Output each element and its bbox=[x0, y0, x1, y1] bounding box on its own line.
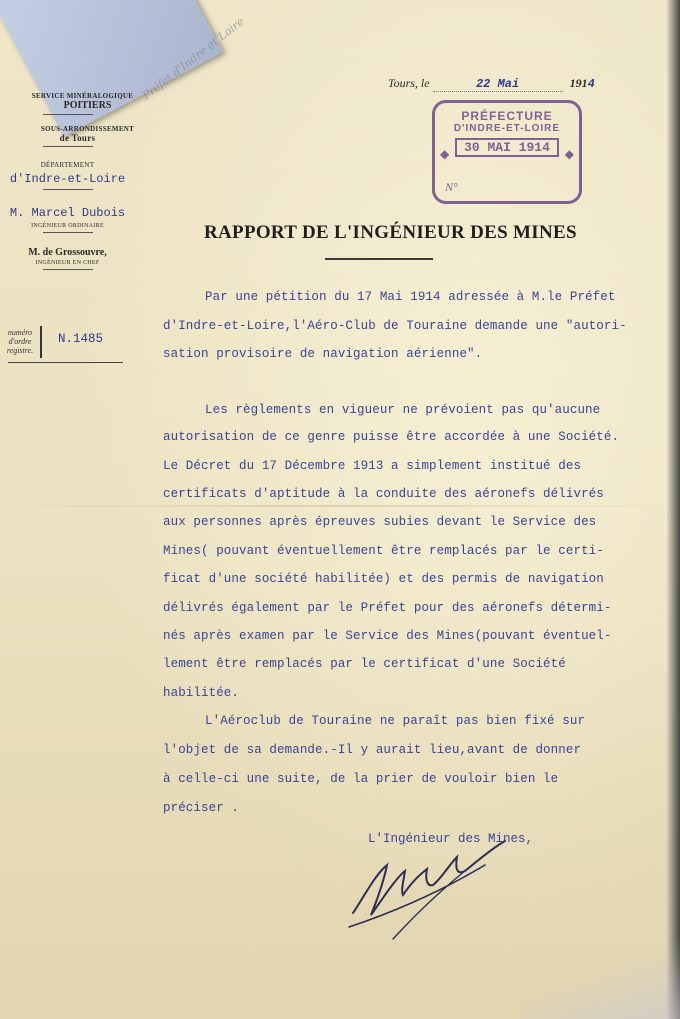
letterhead-departement-label: DÉPARTEMENT bbox=[40, 161, 95, 169]
stamp-line-1: PRÉFECTURE bbox=[461, 109, 553, 123]
body-line: sation provisoire de navigation aérienne". bbox=[163, 347, 483, 361]
stamp-number-label: N° bbox=[445, 180, 458, 194]
register-label-2: d'ordre bbox=[8, 337, 32, 346]
body-line: habilitée. bbox=[163, 686, 240, 700]
letterhead-chief-title: INGÉNIEUR EN CHEF bbox=[35, 260, 100, 266]
body-line: l'objet de sa demande.-Il y aurait lieu,avant de donner bbox=[163, 743, 582, 757]
body-line: Mines( pouvant éventuellement être remplacés par le certi- bbox=[163, 544, 604, 558]
handwritten-signature bbox=[345, 835, 515, 945]
letterhead-engineer-title: INGÉNIEUR ORDINAIRE bbox=[31, 223, 104, 229]
body-line: L'Aéroclub de Touraine ne paraît pas bien fixé sur bbox=[205, 714, 586, 728]
body-line: délivrés également par le Préfet pour des aéronefs détermi- bbox=[163, 601, 612, 615]
register-label-3: registre. bbox=[6, 346, 34, 355]
register-number: N.1485 bbox=[58, 332, 104, 346]
letterhead-arrondissement-city: de Tours bbox=[59, 133, 96, 143]
body-line: lement être remplacés par le certificat d'une Société bbox=[163, 657, 566, 671]
pencil-annotation: Préfet d'Indre et Loire bbox=[140, 14, 247, 103]
letterhead-engineer-name: M. Marcel Dubois bbox=[9, 206, 126, 220]
body-line: Le Décret du 17 Décembre 1913 a simplement institué des bbox=[163, 459, 582, 473]
stamp-line-2: D'INDRE-ET-LOIRE bbox=[453, 123, 561, 134]
stamp-diamond-icon: ◆ bbox=[440, 147, 450, 161]
letterhead-arrondissement: SOUS-ARRONDISSEMENT bbox=[40, 125, 135, 133]
place-prefix: Tours, le bbox=[388, 76, 430, 90]
body-line: autorisation de ce genre puisse être accordée à une Société. bbox=[163, 430, 620, 444]
body-line: d'Indre-et-Loire,l'Aéro-Club de Touraine demande une "autori- bbox=[163, 319, 627, 333]
letterhead-city: POITIERS bbox=[63, 100, 112, 111]
body-line: Les règlements en vigueur ne prévoient pas qu'aucune bbox=[205, 403, 601, 417]
date-year-prefix: 191 bbox=[569, 76, 588, 90]
body-line: aux personnes après épreuves subies devant le Service des bbox=[163, 515, 597, 529]
letterhead-departement: d'Indre-et-Loire bbox=[9, 172, 126, 186]
document-title: RAPPORT DE L'INGÉNIEUR DES MINES bbox=[204, 222, 577, 243]
date-day-month: 22 Mai bbox=[475, 77, 520, 91]
date-year-suffix: 4 bbox=[587, 77, 595, 91]
body-line: certificats d'aptitude à la conduite des aéronefs délivrés bbox=[163, 487, 604, 501]
stamp-date: 30 MAI 1914 bbox=[455, 138, 559, 157]
body-line: Par une pétition du 17 Mai 1914 adressée à M.le Préfet bbox=[205, 290, 616, 304]
register-label-1: numéro bbox=[7, 328, 33, 337]
signature-label: L'Ingénieur des Mines, bbox=[368, 832, 534, 846]
body-line: à celle-ci une suite, de la prier de vouloir bien le bbox=[163, 772, 559, 786]
body-line: nés après examen par le Service des Mines(pouvant éventuel- bbox=[163, 629, 612, 643]
stamp-diamond-icon: ◆ bbox=[564, 147, 574, 161]
letterhead-chief-name: M. de Grossouvre, bbox=[28, 247, 107, 258]
letterhead-service: SERVICE MINÉRALOGIQUE bbox=[31, 92, 134, 100]
body-line: préciser . bbox=[163, 801, 240, 815]
body-line: ficat d'une société habilitée) et des permis de navigation bbox=[163, 572, 604, 586]
